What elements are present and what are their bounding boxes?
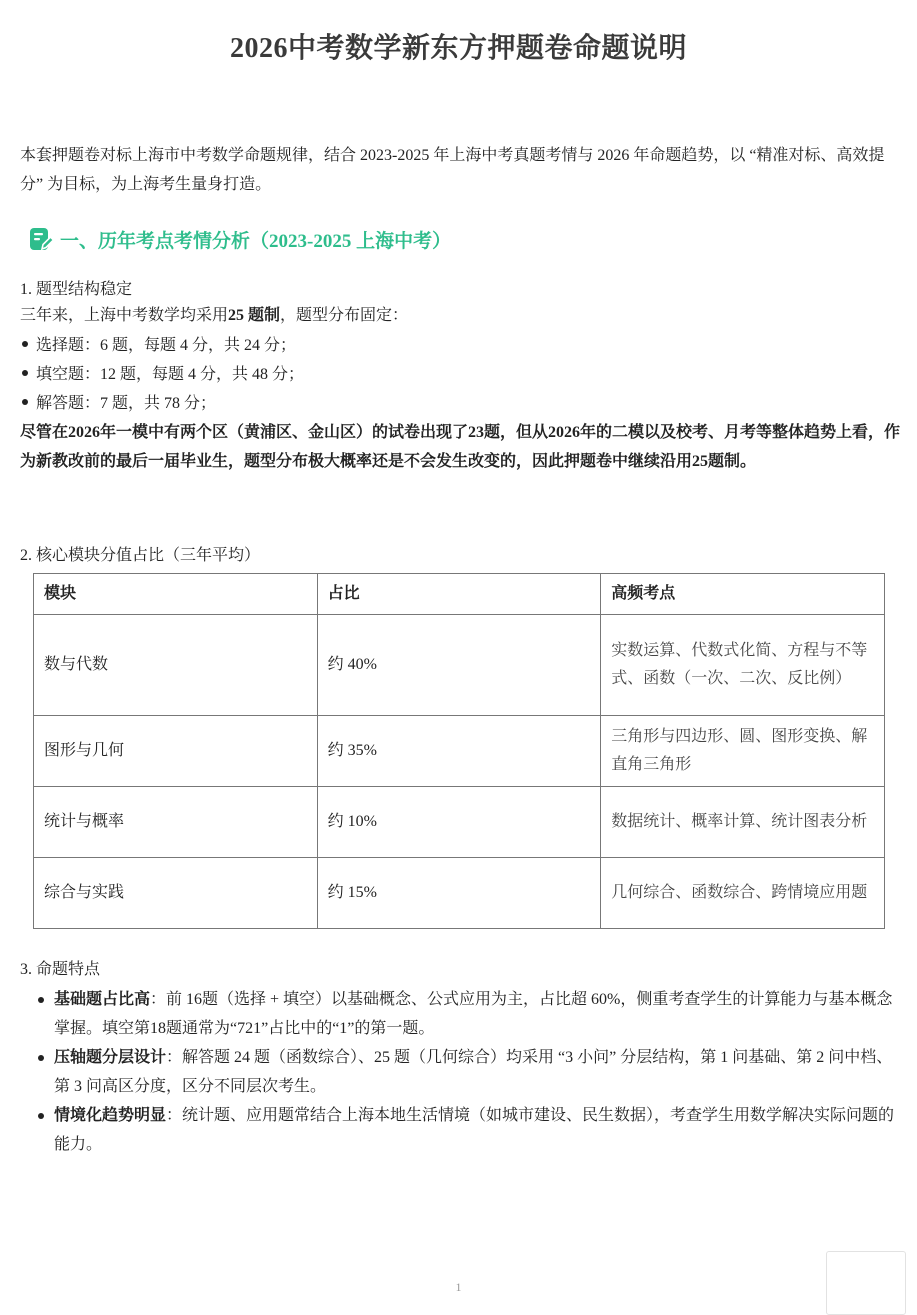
part2-heading: 2. 核心模块分值占比（三年平均） bbox=[20, 547, 261, 564]
section-heading-text: 一、历年考点考情分析（2023-2025 上海中考） bbox=[60, 230, 452, 252]
list-item: 压轴题分层设计：解答题 24 题（函数综合）、25 题（几何综合）均采用 “3 小问” 分层结构，第 1 问基础、第 2 问中档、第 3 问高区分度，区分不同层次考生。 bbox=[20, 1043, 900, 1101]
intro-paragraph: 本套押题卷对标上海市中考数学命题规律，结合 2023-2025 年上海中考真题考情与 2026 年命题趋势，以 “精准对标、高效提分” 为目标，为上海考生量身打造。 bbox=[20, 147, 885, 193]
table-cell: 综合与实践 bbox=[34, 858, 318, 929]
section-heading bbox=[28, 224, 451, 254]
corner-widget[interactable] bbox=[826, 1251, 906, 1315]
part1-block bbox=[20, 277, 900, 476]
part1-heading: 1. 题型结构稳定 bbox=[20, 281, 133, 298]
table-header: 模块 bbox=[34, 574, 318, 615]
table-cell: 约 35% bbox=[317, 716, 601, 787]
table-row bbox=[34, 787, 885, 858]
table-cell: 统计与概率 bbox=[34, 787, 318, 858]
table-row bbox=[34, 615, 885, 716]
table-cell: 三角形与四边形、圆、图形变换、解直角三角形 bbox=[601, 716, 885, 787]
edit-note-icon bbox=[28, 226, 54, 252]
table-cell: 数据统计、概率计算、统计图表分析 bbox=[601, 787, 885, 858]
part1-lead: 三年来，上海中考数学均采用25 题制，题型分布固定： bbox=[20, 307, 409, 324]
table-cell: 实数运算、代数式化简、方程与不等式、函数（一次、二次、反比例） bbox=[601, 615, 885, 716]
list-item: 基础题占比高：前 16题（选择 + 填空）以基础概念、公式应用为主，占比超 60%，侧重考查学生的计算能力与基本概念掌握。填空第18题通常为“721”占比中的“1”的第一题。 bbox=[20, 985, 900, 1043]
part3-block bbox=[20, 957, 900, 1159]
page-title: 2026中考数学新东方押题卷命题说明 bbox=[229, 33, 687, 64]
list-item: 解答题：7 题，共 78 分； bbox=[20, 389, 900, 418]
list-item: 选择题：6 题，每题 4 分，共 24 分； bbox=[20, 331, 900, 360]
page-number: 1 bbox=[455, 1280, 462, 1294]
table-header: 高频考点 bbox=[601, 574, 885, 615]
part3-heading: 3. 命题特点 bbox=[20, 961, 101, 978]
table-row bbox=[34, 858, 885, 929]
table-cell: 约 10% bbox=[317, 787, 601, 858]
table-cell: 图形与几何 bbox=[34, 716, 318, 787]
table-cell: 几何综合、函数综合、跨情境应用题 bbox=[601, 858, 885, 929]
list-item: 情境化趋势明显：统计题、应用题常结合上海本地生活情境（如城市建设、民生数据），考查学生用数学解决实际问题的能力。 bbox=[20, 1101, 900, 1159]
question-type-list bbox=[20, 331, 900, 418]
feature-list bbox=[20, 985, 900, 1159]
table-cell: 数与代数 bbox=[34, 615, 318, 716]
table-header-row bbox=[34, 574, 885, 615]
module-table bbox=[33, 573, 885, 929]
table-cell: 约 15% bbox=[317, 858, 601, 929]
table-header: 占比 bbox=[317, 574, 601, 615]
table-row bbox=[34, 716, 885, 787]
table-cell: 约 40% bbox=[317, 615, 601, 716]
list-item: 填空题：12 题，每题 4 分，共 48 分； bbox=[20, 360, 900, 389]
part1-note: 尽管在2026年一模中有两个区（黄浦区、金山区）的试卷出现了23题，但从2026年的二模以及校考、月考等整体趋势上看，作为新教改前的最后一届毕业生，题型分布极大概率还是不会发生改变的，因此押题卷中继续沿用25题制。 bbox=[20, 424, 901, 470]
